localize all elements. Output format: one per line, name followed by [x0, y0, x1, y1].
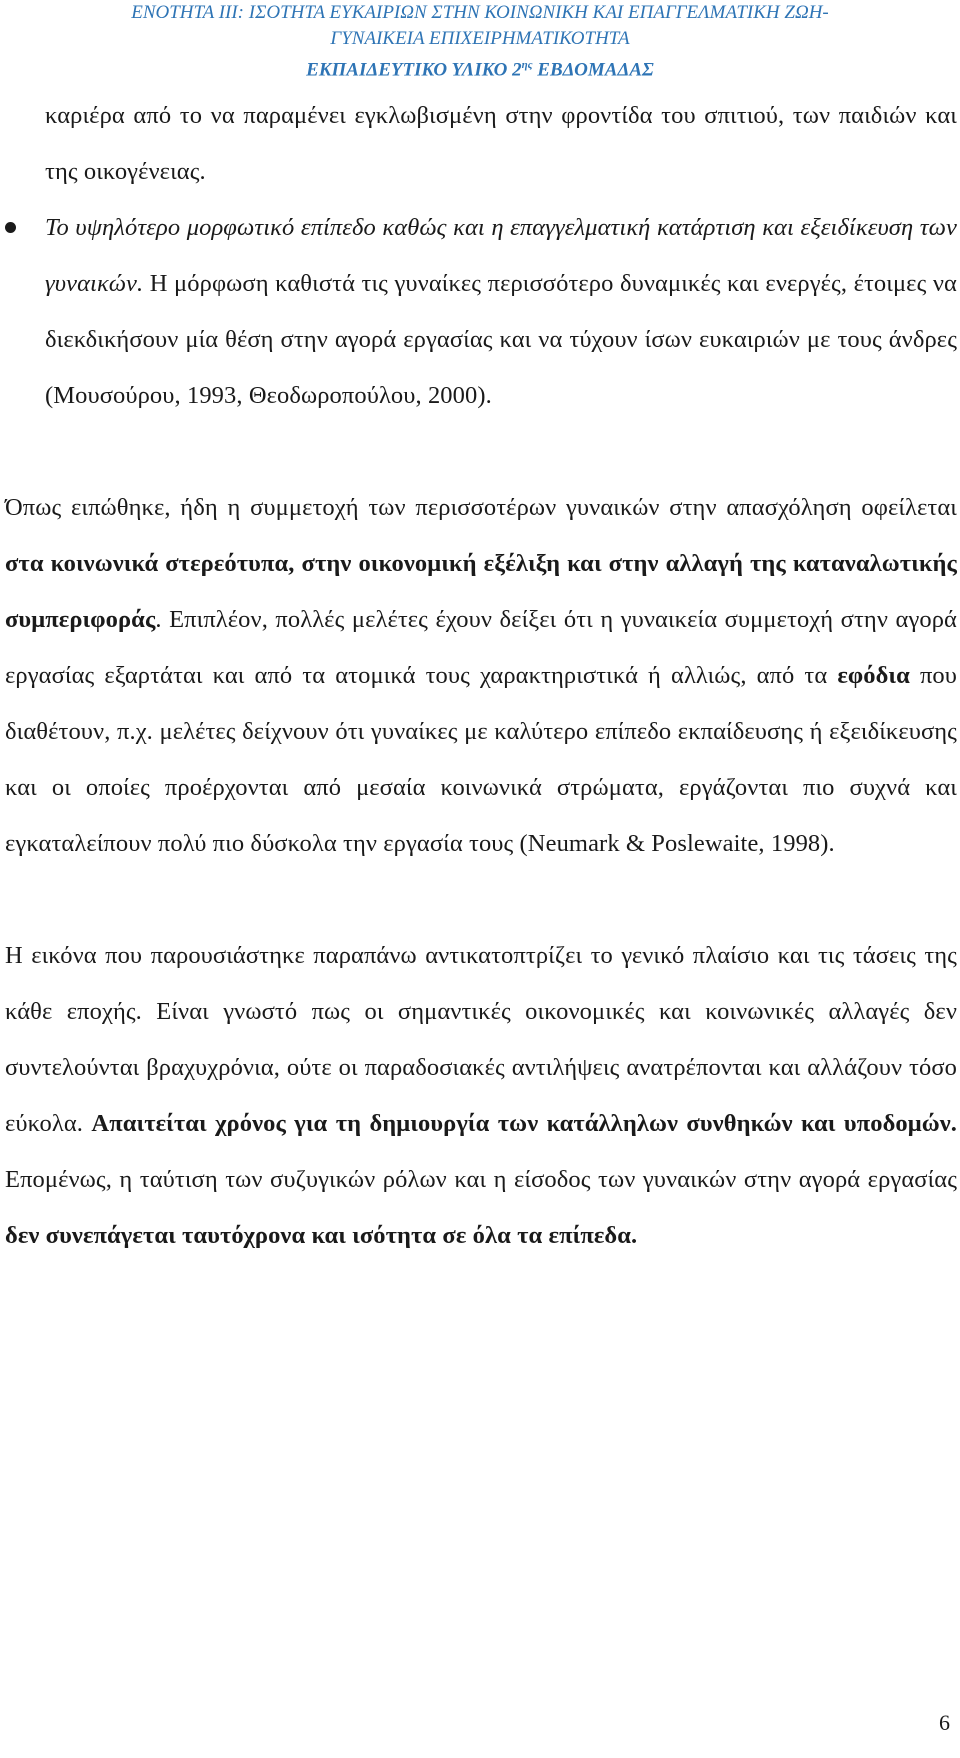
- header-line-1: ΕΝΟΤΗΤΑ ΙΙΙ: ΙΣΟΤΗΤΑ ΕΥΚΑΙΡΙΩΝ ΣΤΗΝ ΚΟΙΝΩΝΙΚΗ ΚΑΙ ΕΠΑΓΓΕΛΜΑΤΙΚΗ ΖΩΗ-: [131, 2, 829, 23]
- paragraph-3-text-2: Επομένως, η ταύτιση των συζυγικών ρόλων και η είσοδος των γυναικών στην αγορά εργασίας: [5, 1166, 957, 1193]
- paragraph-2-text-1: Όπως ειπώθηκε, ήδη η συμμετοχή των περισσοτέρων γυναικών στην απασχόληση οφείλεται: [5, 494, 957, 521]
- paragraph-3-text-1: Η εικόνα που παρουσιάστηκε παραπάνω αντικατοπτρίζει το γενικό πλαίσιο και τις τάσεις της κάθε εποχής. Είναι γνωστό πως οι σημαντικές οικονομικές και κοινωνικές αλλαγές δεν συντελούνται βραχυχρόνια, ούτε οι παραδοσιακές αντιλήψεις ανατρέπονται και αλλάζουν τόσο εύκολα.: [5, 942, 957, 1137]
- bullet-italic-lead: Το υψηλότερο μορφωτικό επίπεδο καθώς και η επαγγελματική κατάρτιση και εξειδίκευση των γυναικών.: [45, 214, 957, 297]
- bullet-item: [5, 200, 957, 424]
- bullet-body: Η μόρφωση καθιστά τις γυναίκες περισσότερο δυναμικές και ενεργές, έτοιμες να διεκδικήσουν μία θέση στην αγορά εργασίας και να τύχουν ίσων ευκαιριών με τους άνδρες (Μουσούρου, 1993, Θεοδωροπούλου, 2000).: [45, 270, 957, 409]
- paragraph-2-text-2: . Επιπλέον, πολλές μελέτες έχουν δείξει ότι η γυναικεία συμμετοχή στην αγορά εργασίας εξαρτάται και από τα ατομικά τους χαρακτηριστικά ή αλλιώς, από τα: [5, 606, 957, 689]
- paragraph-2-text-3: που διαθέτουν, π.χ. μελέτες δείχνουν ότι γυναίκες με καλύτερο επίπεδο εκπαίδευσης ή εξειδίκευσης και οι οποίες προέρχονται από μεσαία κοινωνικά στρώματα, εργάζονται πιο συχνά και εγκαταλείπουν πολύ πιο δύσκολα την εργασία τους (Neumark & Poslewaite, 1998).: [5, 662, 957, 857]
- paragraph-2: [5, 480, 957, 872]
- header-line-3-superscript: ης: [521, 59, 533, 71]
- paragraph-3-bold-1: Απαιτείται χρόνος για τη δημιουργία των κατάλληλων συνθηκών και υποδομών.: [91, 1110, 957, 1137]
- page-number: 6: [939, 1710, 950, 1735]
- paragraph-3-bold-2: δεν συνεπάγεται ταυτόχρονα και ισότητα σε όλα τα επίπεδα.: [5, 1222, 638, 1249]
- paragraph-2-bold-1: στα κοινωνικά στερεότυπα, στην οικονομική εξέλιξη και στην αλλαγή της καταναλωτικής συμπεριφοράς: [5, 550, 957, 633]
- paragraph-continuation: καριέρα από το να παραμένει εγκλωβισμένη στην φροντίδα του σπιτιού, των παιδιών και της οικογένειας.: [45, 102, 957, 185]
- header-line-3: [0, 52, 960, 83]
- paragraph-3: [5, 928, 957, 1264]
- document-body: [5, 88, 957, 1264]
- paragraph-2-bold-2: εφόδια: [837, 662, 910, 689]
- header-line-2: ΓΥΝΑΙΚΕΙΑ ΕΠΙΧΕΙΡΗΜΑΤΙΚΟΤΗΤΑ: [330, 28, 630, 49]
- document-header: [0, 0, 960, 83]
- paragraph-gap: [5, 872, 957, 928]
- header-line-3-text: ΕΚΠΑΙΔΕΥΤΙΚΟ ΥΛΙΚΟ 2: [306, 59, 522, 81]
- bullet-icon: [5, 222, 16, 233]
- paragraph-gap: [5, 424, 957, 480]
- bullet-text: [45, 200, 957, 424]
- header-line-3-suffix: ΕΒΔΟΜΑΔΑΣ: [532, 59, 654, 81]
